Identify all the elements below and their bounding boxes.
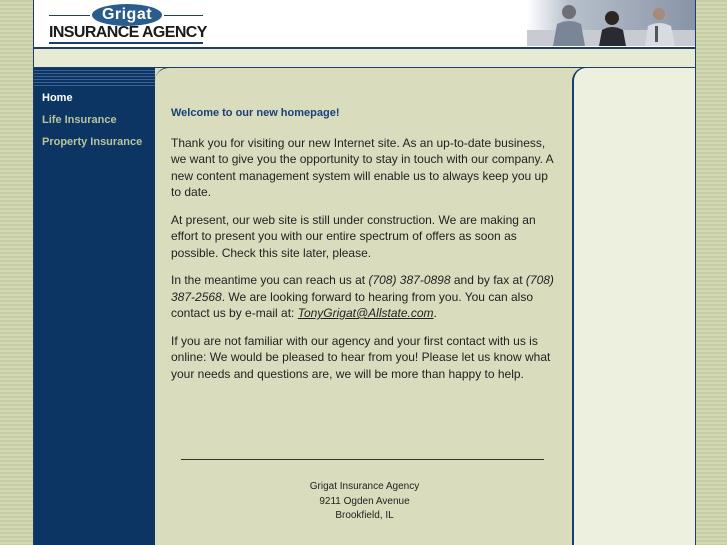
fax-number: (708) 387-2568 xyxy=(171,273,554,304)
footer-company: Grigat Insurance Agency xyxy=(309,481,420,492)
header-people-photo xyxy=(527,0,695,46)
right-column xyxy=(572,67,696,545)
logo-rule-right xyxy=(164,15,203,16)
welcome-heading: Welcome to our new homepage! xyxy=(171,107,340,119)
phone-number: (708) 387-0898 xyxy=(368,273,451,287)
nav-life-insurance[interactable]: Life Insurance xyxy=(42,114,117,126)
contact-text-a: In the meantime you can reach us at xyxy=(171,273,369,287)
site-logo[interactable] xyxy=(49,4,207,44)
contact-paragraph xyxy=(171,272,557,322)
nav-property-insurance[interactable]: Property Insurance xyxy=(42,136,143,148)
page-frame xyxy=(33,0,696,545)
header-band xyxy=(34,49,695,68)
familiar-paragraph: If you are not familiar with our agency and your first contact with us is online: We would be pleased to hear from you! Please let us know what your needs and questions are, we will be more than happy to help. xyxy=(171,333,551,381)
email-link[interactable]: TonyGrigat@Allstate.com xyxy=(297,306,434,320)
content-body xyxy=(171,105,557,393)
main-content xyxy=(155,67,574,545)
contact-text-d: . xyxy=(433,306,437,320)
contact-text-c: . We are looking forward to hearing from you. You can also contact us by e-mail at: xyxy=(171,289,534,320)
sidebar-stripes xyxy=(34,68,155,86)
footer-divider xyxy=(181,459,544,460)
footer-city: Brookfield, IL xyxy=(335,510,394,521)
logo-text: INSURANCE AGENCY xyxy=(49,24,207,41)
logo-rule-left xyxy=(49,15,90,16)
logo-oval: Grigat xyxy=(92,4,162,26)
logo-underline xyxy=(49,42,203,44)
construction-paragraph: At present, our web site is still under construction. We are making an effort to present you with our entire spectrum of offers as soon as possible. Check this site later, please. xyxy=(171,212,536,260)
footer-address xyxy=(155,480,574,524)
contact-text-b: and by fax at xyxy=(450,273,526,287)
intro-paragraph: Thank you for visiting our new Internet site. As an up-to-date business, we want to give you the opportunity to stay in touch with our company. A new content management system will enable us to always keep you up to date. xyxy=(171,135,553,199)
site-header xyxy=(34,0,695,49)
nav-home[interactable]: Home xyxy=(42,92,73,104)
footer-street: 9211 Ogden Avenue xyxy=(319,495,410,507)
